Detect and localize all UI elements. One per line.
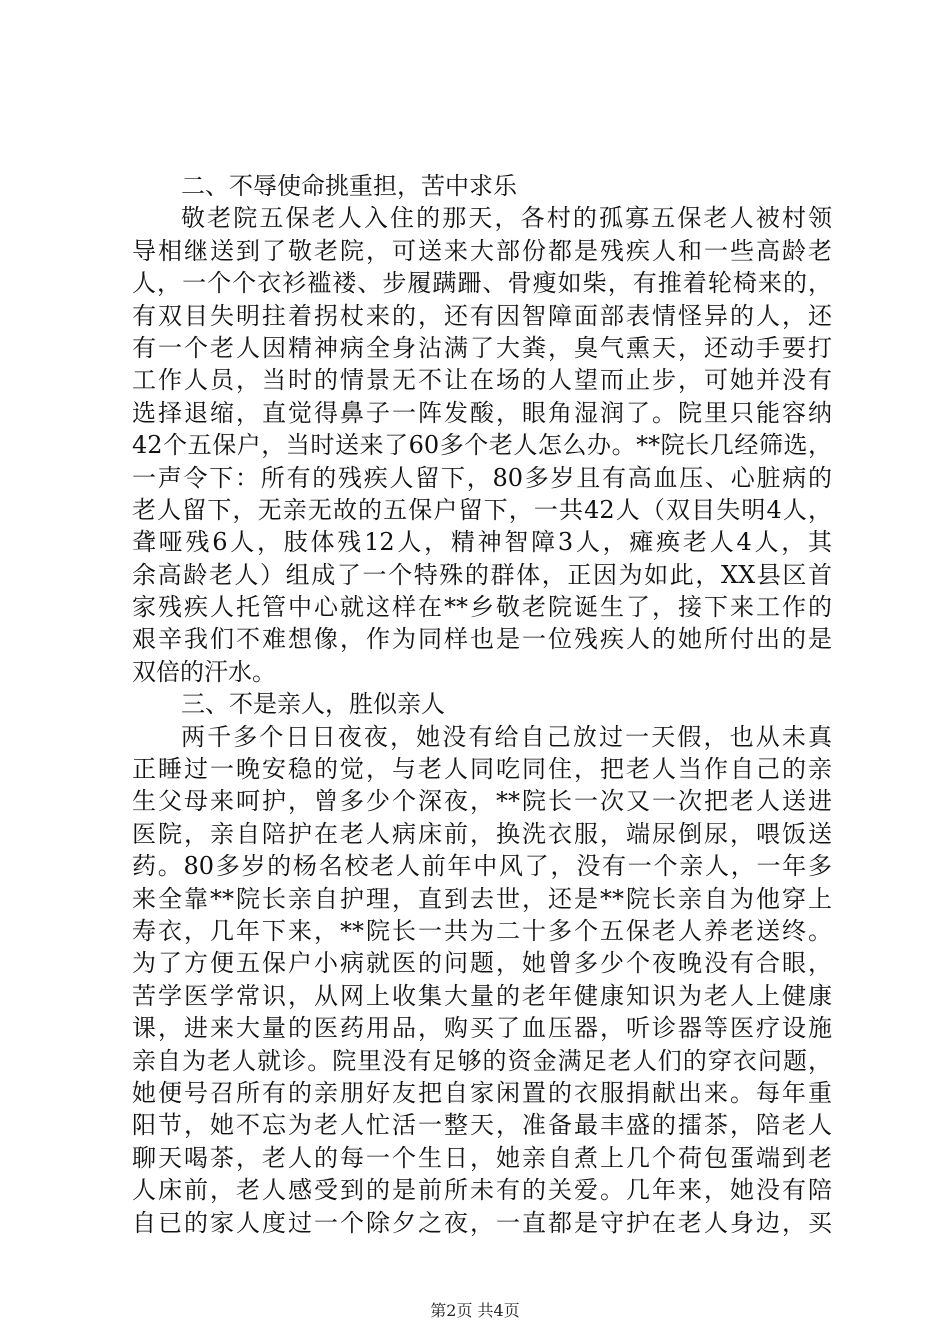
page-footer: 第2页 共4页	[430, 1301, 520, 1320]
text-line: 正睡过一晚安稳的觉，与老人同吃同住，把老人当作自己的亲	[132, 755, 832, 784]
section-3-paragraph	[132, 721, 832, 1239]
text-line: 两千多个日日夜夜，她没有给自己放过一天假，也从未真	[181, 722, 832, 751]
section-heading-3: 三、不是亲人，胜似亲人	[181, 690, 445, 719]
text-line: 来全靠**院长亲自护理，直到去世，还是**院长亲自为他穿上	[132, 884, 832, 913]
text-line: 工作人员，当时的情景无不让在场的人望而止步，可她并没有	[132, 366, 832, 395]
text-line: 阳节，她不忘为老人忙活一整天，准备最丰盛的擂茶，陪老人	[132, 1111, 832, 1140]
text-line: 医院，亲自陪护在老人病床前，换洗衣服，端尿倒尿，喂饭送	[132, 819, 832, 848]
text-line: 课，进来大量的医药用品，购买了血压器，听诊器等医疗设施	[132, 1014, 832, 1043]
text-line: 有双目失明拄着拐杖来的，还有因智障面部表情怪异的人，还	[132, 301, 832, 330]
text-line: 苦学医学常识，从网上收集大量的老年健康知识为老人上健康	[132, 981, 832, 1010]
text-line: 双倍的汗水。	[132, 657, 276, 686]
text-line: 亲自为老人就诊。院里没有足够的资金满足老人们的穿衣问题，	[132, 1046, 832, 1075]
text-line: 选择退缩，直觉得鼻子一阵发酸，眼角湿润了。院里只能容纳	[132, 398, 832, 427]
text-line: 老人留下，无亲无故的五保户留下，一共42人（双目失明4人，	[132, 495, 832, 524]
text-line: 聊天喝茶，老人的每一个生日，她亲自煮上几个荷包蛋端到老	[132, 1143, 832, 1172]
text-line: 余高龄老人）组成了一个特殊的群体，正因为如此，XX县区首	[132, 560, 832, 589]
text-line: 导相继送到了敬老院，可送来大部份都是残疾人和一些高龄老	[132, 236, 832, 265]
text-line: 寿衣，几年下来，**院长一共为二十多个五保老人养老送终。	[132, 916, 832, 945]
text-line: 药。80多岁的杨名校老人前年中风了，没有一个亲人，一年多	[132, 852, 832, 881]
text-line: 为了方便五保户小病就医的问题，她曾多少个夜晚没有合眼，	[132, 949, 832, 978]
text-line: 艰辛我们不难想像，作为同样也是一位残疾人的她所付出的是	[132, 625, 832, 654]
document-body	[132, 170, 832, 1239]
section-heading-2: 二、不辱使命挑重担，苦中求乐	[181, 172, 517, 200]
text-line: 生父母来呵护，曾多少个深夜，**院长一次又一次把老人送进	[132, 787, 832, 816]
text-line: 家残疾人托管中心就这样在**乡敬老院诞生了，接下来工作的	[132, 593, 832, 622]
text-line: 人，一个个衣衫褴褛、步履蹒跚、骨瘦如柴，有推着轮椅来的，	[132, 269, 832, 298]
section-2-paragraph	[132, 202, 832, 688]
text-line: 聋哑残6人，肢体残12人，精神智障3人，瘫痪老人4人，其	[132, 528, 832, 557]
text-line: 自已的家人度过一个除夕之夜，一直都是守护在老人身边，买	[132, 1208, 832, 1237]
text-line: 有一个老人因精神病全身沾满了大粪，臭气熏天，还动手要打	[132, 333, 832, 362]
text-line: 她便号召所有的亲朋好友把自家闲置的衣服捐献出来。每年重	[132, 1078, 832, 1107]
text-line: 一声令下：所有的残疾人留下，80多岁且有高血压、心脏病的	[132, 463, 832, 492]
text-line: 人床前，老人感受到的是前所未有的关爱。几年来，她没有陪	[132, 1176, 832, 1205]
text-line: 42个五保户，当时送来了60多个老人怎么办。**院长几经筛选，	[132, 431, 832, 460]
text-line: 敬老院五保老人入住的那天，各村的孤寡五保老人被村领	[181, 204, 832, 233]
